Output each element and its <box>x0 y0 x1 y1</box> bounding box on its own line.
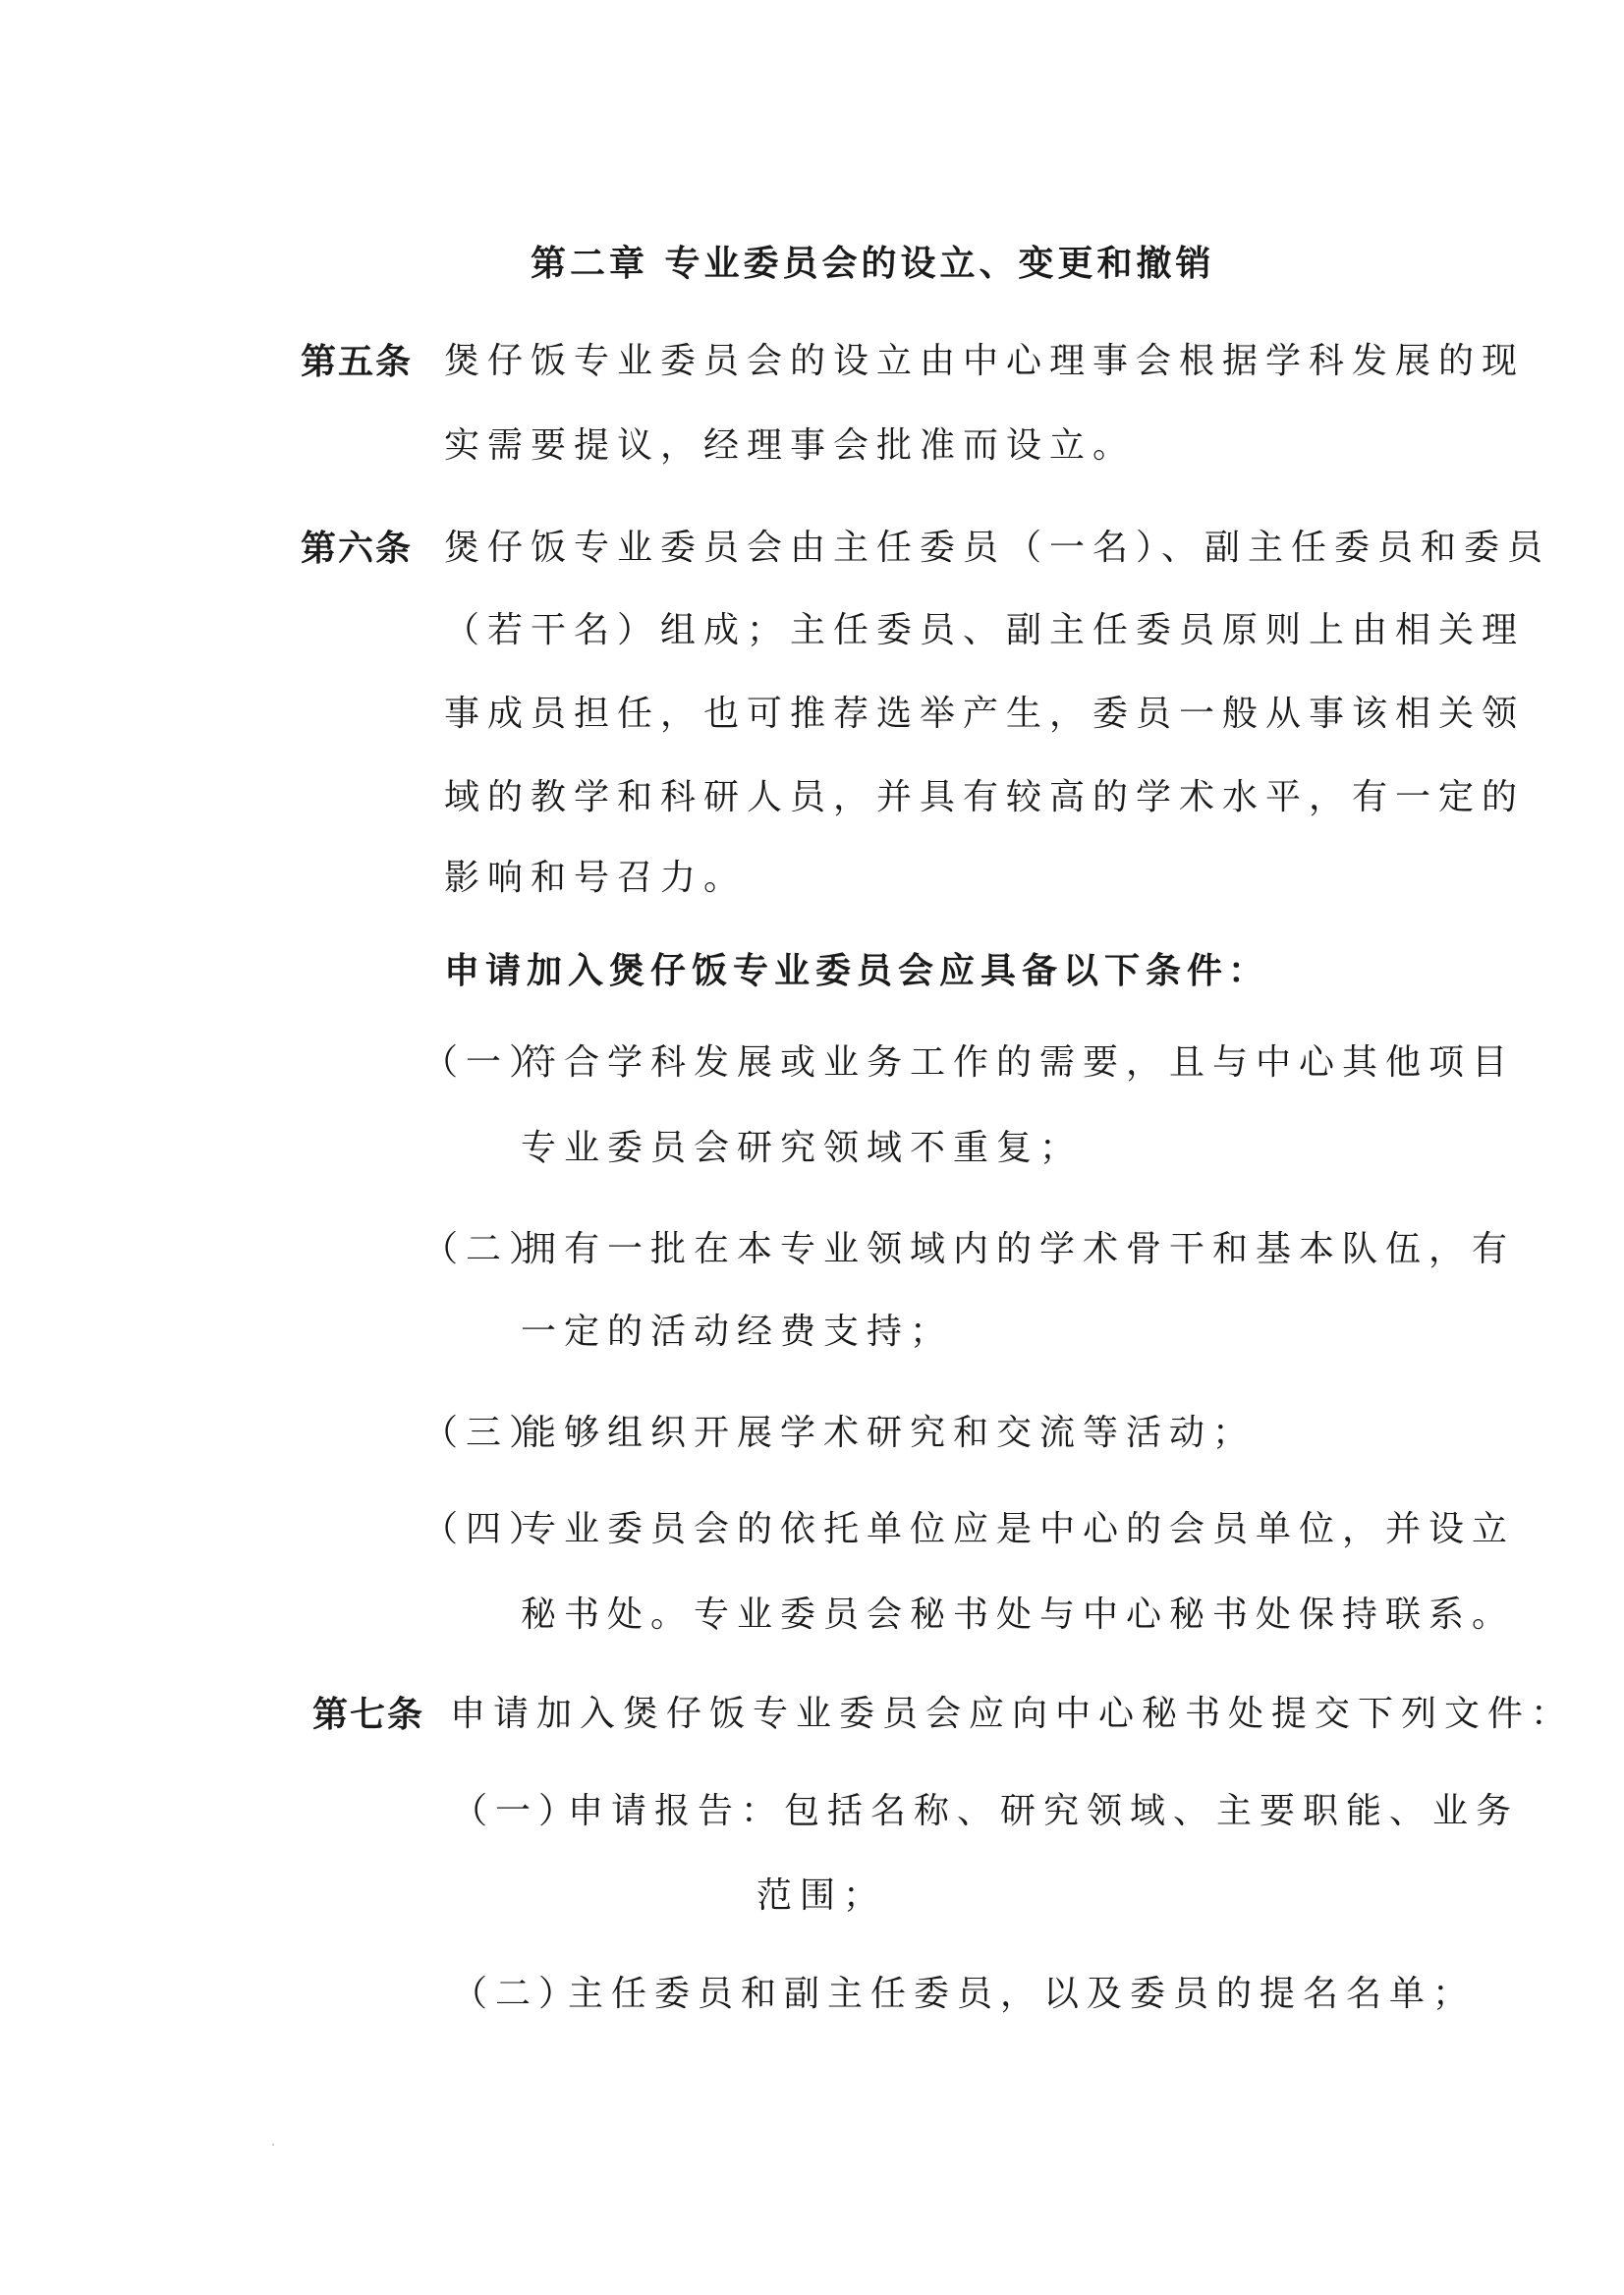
article-7-label: 第七条 <box>312 1694 425 1735</box>
condition-number: （四） <box>422 1509 553 1549</box>
condition-line: 符合学科发展或业务工作的需要，且与中心其他项目 <box>521 1042 1516 1083</box>
article-6-line: （若干名）组成；主任委员、副主任委员原则上由相关理 <box>444 610 1526 650</box>
article-5-line: 煲仔饭专业委员会的设立由中心理事会根据学科发展的现 <box>444 341 1526 381</box>
condition-number: （三） <box>422 1413 553 1453</box>
condition-line: 专业委员会的依托单位应是中心的会员单位，并设立 <box>521 1509 1516 1549</box>
scan-speck <box>272 2144 274 2146</box>
document-item-line: 主任委员和副主任委员，以及委员的提名名单； <box>568 1974 1477 2014</box>
condition-number: （二） <box>422 1229 553 1269</box>
article-7-line: 申请加入煲仔饭专业委员会应向中心秘书处提交下列文件： <box>450 1694 1575 1734</box>
document-item-line: 范围； <box>756 1875 887 1916</box>
article-6-line: 事成员担任，也可推荐选举产生，委员一般从事该相关领 <box>444 694 1526 734</box>
document-item-number: （一） <box>452 1791 583 1831</box>
document-item-number: （二） <box>452 1974 583 2014</box>
condition-line: 专业委员会研究领域不重复； <box>521 1128 1084 1168</box>
article-6-line: 域的教学和科研人员，并具有较高的学术水平，有一定的 <box>444 777 1526 817</box>
chapter-title: 第二章 专业委员会的设立、变更和撤销 <box>531 243 1215 284</box>
article-5-line: 实需要提议，经理事会批准而设立。 <box>444 425 1137 466</box>
article-6-line: 煲仔饭专业委员会由主任委员（一名）、副主任委员和委员 <box>444 528 1551 568</box>
article-6-line: 影响和号召力。 <box>444 858 748 898</box>
condition-line: 能够组织开展学术研究和交流等活动； <box>521 1413 1257 1453</box>
condition-line: 秘书处。专业委员会秘书处与中心秘书处保持联系。 <box>521 1595 1516 1635</box>
conditions-heading: 申请加入煲仔饭专业委员会应具备以下条件： <box>444 950 1270 991</box>
document-item-line: 申请报告：包括名称、研究领域、主要职能、业务 <box>568 1791 1520 1831</box>
condition-line: 一定的活动经费支持； <box>521 1312 954 1352</box>
condition-line: 拥有一批在本专业领域内的学术骨干和基本队伍，有 <box>521 1229 1516 1269</box>
condition-number: （一） <box>422 1042 553 1083</box>
article-6-label: 第六条 <box>301 528 414 569</box>
article-5-label: 第五条 <box>301 341 414 382</box>
